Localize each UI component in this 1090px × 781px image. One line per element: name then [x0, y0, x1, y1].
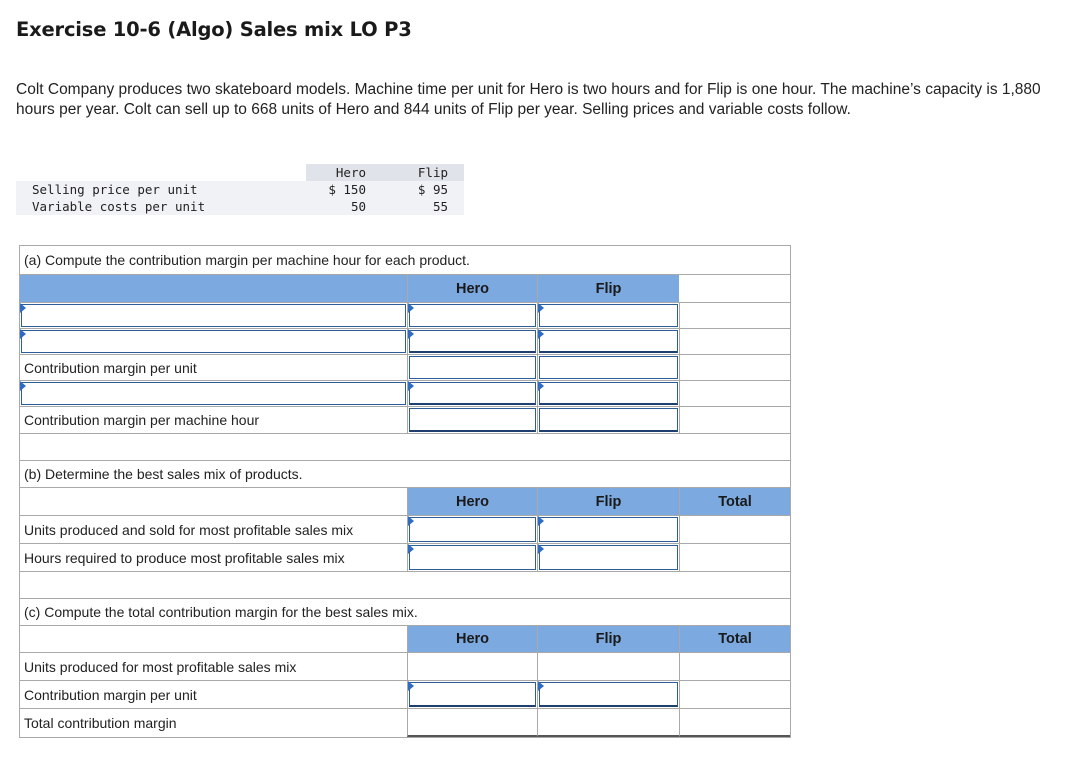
selling-price-label: Selling price per unit — [16, 181, 306, 198]
selling-price-flip: $ 95 — [366, 181, 464, 198]
part-c-header-total: Total — [679, 626, 790, 652]
col-header-flip: Flip — [366, 164, 464, 181]
part-a-hero-input-1[interactable] — [407, 303, 537, 328]
part-a-flip-input-2[interactable] — [537, 329, 679, 354]
part-b-hours-flip-input[interactable] — [537, 544, 679, 571]
cm-per-hour-label: Contribution margin per machine hour — [24, 412, 260, 428]
variable-cost-label: Variable costs per unit — [16, 198, 306, 215]
part-c-total-total-cell — [679, 709, 790, 737]
part-a-flip-input-1[interactable] — [537, 303, 679, 328]
part-b-header-hero: Hero — [407, 488, 537, 515]
part-a-cm-hour-flip-input[interactable] — [537, 407, 679, 433]
contribution-margin-unit-label: Contribution margin per unit — [24, 686, 197, 703]
part-b-heading: (b) Determine the best sales mix of products. — [24, 466, 303, 482]
problem-description: Colt Company produces two skateboard models. Machine time per unit for Hero is two hours and for Flip is one hour. The machine’s capacity is 1,880 hours per year. Colt can sell up to 668 units of Hero and 844 units of Flip per year. Selling prices and variable costs follow. — [16, 81, 1041, 118]
col-header-hero: Hero — [306, 164, 366, 181]
part-c-header-flip: Flip — [537, 626, 679, 652]
part-b-header-flip: Flip — [537, 488, 679, 515]
page-title: Exercise 10-6 (Algo) Sales mix LO P3 — [16, 18, 412, 41]
cm-per-unit-label: Contribution margin per unit — [24, 359, 197, 376]
selling-price-hero: $ 150 — [306, 181, 366, 198]
total-contribution-margin-label: Total contribution margin — [24, 715, 177, 731]
part-a-label-input-1[interactable] — [20, 303, 407, 328]
part-a-header-flip: Flip — [537, 275, 679, 302]
variable-cost-hero: 50 — [306, 198, 366, 215]
part-c-heading: (c) Compute the total contribution margin for the best sales mix. — [24, 604, 418, 620]
part-a-label-input-2[interactable] — [20, 329, 407, 354]
hours-required-label: Hours required to produce most profitable sales mix — [24, 549, 345, 566]
part-c-header-hero: Hero — [407, 626, 537, 652]
part-c-units-flip-cell — [537, 653, 679, 680]
units-produced-sold-label: Units produced and sold for most profitable sales mix — [24, 521, 354, 538]
units-produced-label: Units produced for most profitable sales mix — [24, 658, 297, 675]
part-b-units-flip-input[interactable] — [537, 516, 679, 543]
part-b-units-hero-input[interactable] — [407, 516, 537, 543]
part-c-total-flip-cell — [537, 709, 679, 737]
part-a-hero-input-3[interactable] — [407, 381, 537, 406]
part-c-units-hero-cell — [407, 653, 537, 680]
part-a-cm-unit-flip-input[interactable] — [537, 355, 679, 380]
part-c-total-hero-cell — [407, 709, 537, 737]
part-a-label-input-3[interactable] — [20, 381, 407, 406]
part-c-cm-unit-hero-input[interactable] — [407, 681, 537, 708]
variable-cost-flip: 55 — [366, 198, 464, 215]
part-a-cm-unit-hero-input[interactable] — [407, 355, 537, 380]
worksheet — [19, 245, 791, 738]
part-a-hero-input-2[interactable] — [407, 329, 537, 354]
part-c-cm-unit-flip-input[interactable] — [537, 681, 679, 708]
part-a-cm-hour-hero-input[interactable] — [407, 407, 537, 433]
part-b-hours-hero-input[interactable] — [407, 544, 537, 571]
part-a-header-hero: Hero — [407, 275, 537, 302]
given-data-table — [16, 164, 464, 215]
part-a-heading: (a) Compute the contribution margin per machine hour for each product. — [24, 252, 470, 268]
part-a-flip-input-3[interactable] — [537, 381, 679, 406]
part-b-header-total: Total — [679, 488, 790, 515]
